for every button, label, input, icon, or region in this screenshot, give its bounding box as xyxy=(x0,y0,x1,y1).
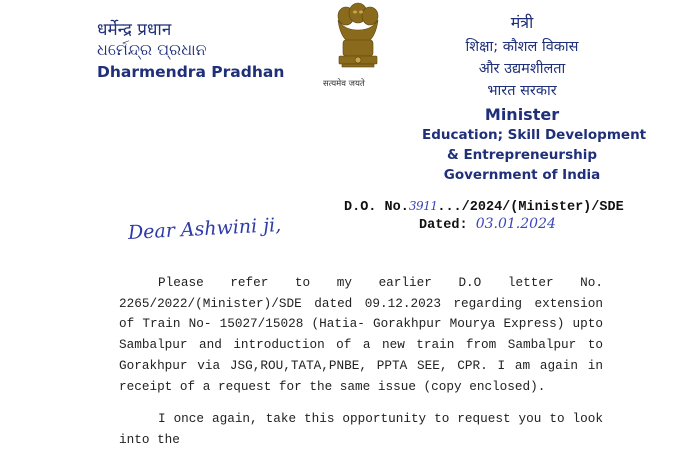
letter-date xyxy=(419,216,556,233)
ministry-english-line3: Government of India xyxy=(443,167,601,183)
ministry-english-line1: Education; Skill Development xyxy=(422,127,647,143)
ministry-english-line2: & Entrepreneurship xyxy=(446,147,598,163)
designation-hindi: मंत्री xyxy=(510,13,534,32)
minister-name-hindi: धर्मेन्द्र प्रधान xyxy=(97,20,172,40)
do-prefix: D.O. No. xyxy=(344,200,409,215)
ministry-hindi-line3: भारत सरकार xyxy=(487,83,557,99)
minister-name-english: Dharmendra Pradhan xyxy=(97,63,285,81)
ministry-hindi-line1: शिक्षा; कौशल विकास xyxy=(465,39,579,55)
ministry-block xyxy=(422,13,647,189)
emblem-motto: सत्यमेव जयते xyxy=(323,79,365,89)
salutation-handwritten: Dear Ashwini ji, xyxy=(127,213,282,244)
do-suffix: .../2024/(Minister)/SDE xyxy=(437,200,624,215)
do-number xyxy=(344,199,624,215)
ministry-hindi-line2: और उद्यमशीलता xyxy=(478,61,566,77)
minister-name-odia: ଧର୍ମେନ୍ଦ୍ର ପ୍ରଧାନ xyxy=(97,40,207,59)
body-paragraph-2: I once again, take this opportunity to request you to look into the xyxy=(119,411,603,447)
date-handwritten: 03.01.2024 xyxy=(475,216,556,232)
do-number-handwritten: 3911 xyxy=(408,199,438,213)
dated-label: Dated: xyxy=(419,218,468,233)
body-paragraph-1: Please refer to my earlier D.O letter No. 2265/2022/(Minister)/SDE dated 09.12.2023 regarding extension of Train No- 15027/15028 (Hatia- Gorakhpur Mourya Express) upto Sambalpur and introduction of a new train from Sambalpur to Gorakhpur via JSG,ROU,TATA,PNBE, PPTA SEE, CPR. I am again in receipt of a request for the same issue (copy enclosed). xyxy=(119,275,603,394)
designation-english: Minister xyxy=(484,105,560,124)
